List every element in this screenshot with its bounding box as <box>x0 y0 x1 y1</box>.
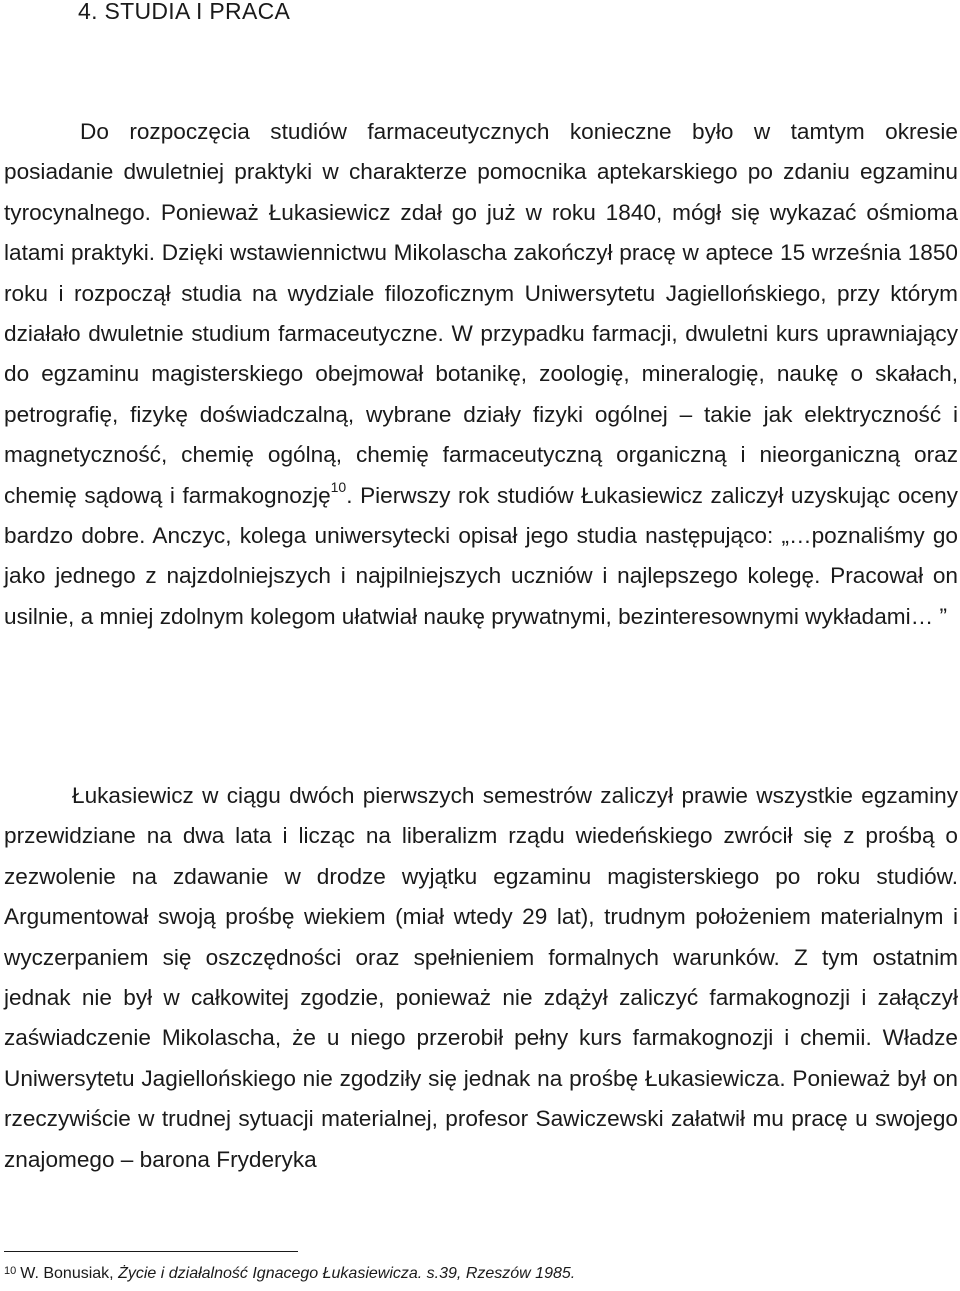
paragraph-exams: Łukasiewicz w ciągu dwóch pierwszych semestrów zaliczył prawie wszystkie egzaminy przewidziane na dwa lata i licząc na liberalizm rządu wiedeńskiego zwrócił się z prośbą o zezwolenie na zdawanie w drodze wyjątku egzaminu magisterskiego po roku studiów. Argumentował swoją prośbę wiekiem (miał wtedy 29 lat), trudnym położeniem materialnym i wyczerpaniem się oszczędności oraz spełnieniem formalnych warunków. Z tym ostatnim jednak nie był w całkowitej zgodzie, ponieważ nie zdążył zaliczyć farmakognozji i załączył zaświadczenie Mikolascha, że u niego przerobił pełny kurs farmakognozji i chemii. Władze Uniwersytetu Jagiellońskiego nie zgodziły się jednak na prośbę Łukasiewicza. Ponieważ był on rzeczywiście w trudnej sytuacji materialnej, profesor Sawiczewski załatwił mu pracę u swojego znajomego – barona Fryderyka <box>4 783 958 1172</box>
paragraph-text-continued: . Pierwszy rok studiów Łukasiewicz zaliczył uzyskując oceny bardzo dobre. Anczyc, kolega uniwersytecki opisał jego studia następująco: <box>4 482 958 549</box>
footnote <box>4 1262 575 1286</box>
paragraph-studies <box>4 112 958 637</box>
footnote-author: W. Bonusiak, <box>20 1265 119 1282</box>
paragraph-text: Do rozpoczęcia studiów farmaceutycznych konieczne było w tamtym okresie posiadanie dwuletniej praktyki w charakterze pomocnika aptekarskiego po zdaniu egzaminu tyrocynalnego. Ponieważ Łukasiewicz zdał go już w roku 1840, mógł się wykazać ośmioma latami praktyki. Dzięki wstawiennictwu Mikolascha zakończył pracę w aptece 15 września 1850 roku i rozpoczął studia na wydziale filozoficznym Uniwersytetu Jagiellońskiego, przy którym działało dwuletnie studium farmaceutyczne. W przypadku farmacji, dwuletni kurs uprawniający do egzaminu magisterskiego obejmował botanikę, zoologię, mineralogię, naukę o skałach, petrografię, fizykę doświadczalną, wybrane działy fizyki ogólnej – takie jak elektryczność i magnetyczność, chemię ogólną, chemię farmaceutyczną organiczną i nieorganiczną oraz chemię sądową i farmakognozję <box>4 119 958 508</box>
footnote-source-title: Życie i działalność Ignacego Łukasiewicza. s.39, Rzeszów 1985. <box>118 1265 576 1282</box>
section-heading: 4. STUDIA I PRACA <box>78 0 291 24</box>
anczyc-quote: „…poznaliśmy go jako jednego z najzdolniejszych i najpilniejszych uczniów i najlepszego kolegę. Pracował on usilnie, a mniej zdolnym kolegom ułatwiał naukę prywatnymi, bezinteresownymi wykładami… ” <box>4 523 958 629</box>
footnote-reference[interactable]: 10 <box>330 478 347 495</box>
footnote-separator <box>4 1251 298 1252</box>
footnote-number: 10 <box>4 1265 17 1277</box>
